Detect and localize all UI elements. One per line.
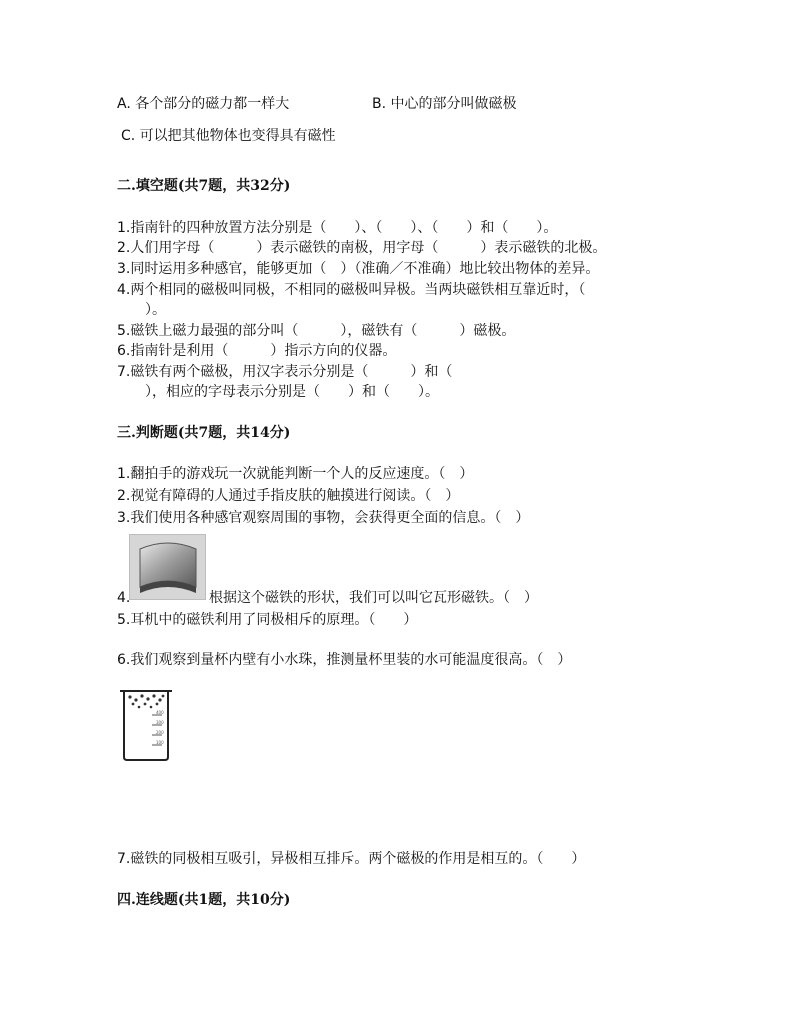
- judge-question-6: 6.我们观察到量杯内壁有小水珠，推测量杯里装的水可能温度很高。（ ）: [117, 652, 572, 668]
- beaker-mark-3: 200: [156, 730, 164, 735]
- section-heading-matching: 四.连线题(共1题，共10分): [117, 892, 291, 908]
- judge-question-5: 5.耳机中的磁铁利用了同极相斥的原理。（ ）: [117, 612, 418, 628]
- fill-question-5: 5.磁铁上磁力最强的部分叫（ ），磁铁有（ ）磁极。: [117, 323, 516, 339]
- option-a: A. 各个部分的磁力都一样大: [117, 96, 290, 112]
- fill-question-3: 3.同时运用多种感官，能够更加（ ）（准确／不准确）地比较出物体的差异。: [117, 261, 600, 277]
- judge-question-1: 1.翻拍手的游戏玩一次就能判断一个人的反应速度。（ ）: [117, 466, 474, 482]
- beaker-mark-4: 100: [156, 740, 164, 745]
- arc-magnet-image: [129, 534, 206, 600]
- beaker-mark-1: 400: [156, 710, 164, 715]
- option-b: B. 中心的部分叫做磁极: [372, 96, 517, 112]
- fill-question-1: 1.指南针的四种放置方法分别是（ ）、（ ）、（ ）和（ ）。: [117, 220, 558, 236]
- beaker-drawing: [116, 687, 176, 762]
- section-heading-true-false: 三.判断题(共7题，共14分): [117, 425, 291, 441]
- judge-question-2: 2.视觉有障碍的人通过手指皮肤的触摸进行阅读。（ ）: [117, 488, 460, 504]
- fill-question-2: 2.人们用字母（ ）表示磁铁的南极，用字母（ ）表示磁铁的北极。: [117, 240, 607, 256]
- fill-question-4-line2: ）。: [117, 302, 166, 318]
- judge-question-7: 7.磁铁的同极相互吸引，异极相互排斥。两个磁极的作用是相互的。（ ）: [117, 851, 586, 867]
- section-heading-fill-in: 二.填空题(共7题，共32分): [117, 178, 291, 194]
- beaker-mark-2: 300: [156, 720, 164, 725]
- option-c: C. 可以把其他物体也变得具有磁性: [121, 128, 336, 144]
- judge-question-4: 根据这个磁铁的形状，我们可以叫它瓦形磁铁。（ ）: [209, 590, 538, 606]
- fill-question-7-line2: ），相应的字母表示分别是（ ）和（ ）。: [117, 384, 439, 400]
- fill-question-4-line1: 4.两个相同的磁极叫同极，不相同的磁极叫异极。当两块磁铁相互靠近时，（: [117, 282, 586, 298]
- arc-magnet-drawing: [130, 535, 205, 599]
- judge-question-4-number: 4.: [117, 590, 131, 606]
- beaker-image: [116, 687, 176, 762]
- fill-question-7-line1: 7.磁铁有两个磁极，用汉字表示分别是（ ）和（: [117, 364, 453, 380]
- fill-question-6: 6.指南针是利用（ ）指示方向的仪器。: [117, 343, 397, 359]
- judge-question-3: 3.我们使用各种感官观察周围的事物，会获得更全面的信息。（ ）: [117, 510, 530, 526]
